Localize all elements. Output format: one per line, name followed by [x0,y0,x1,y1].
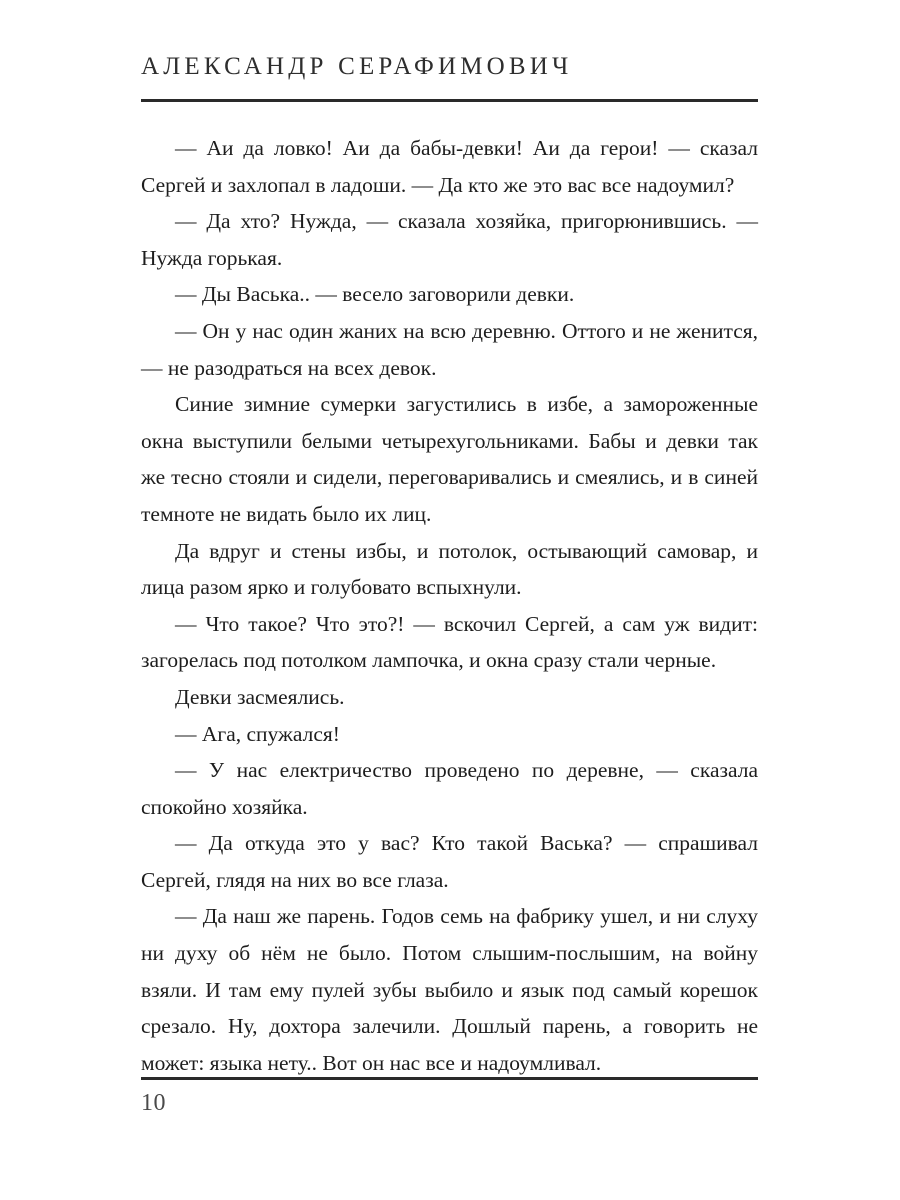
footer-rule [141,1077,758,1080]
running-head-title: АЛЕКСАНДР СЕРАФИМОВИЧ [141,53,573,80]
page-number: 10 [141,1090,166,1116]
paragraph: — Ды Васька.. — весело заговорили девки. [175,282,575,307]
paragraph: — Да хто? Нужда, — сказала хозяйка, пригорюнившись. — Нужда горькая. [141,209,758,270]
running-head [141,54,758,79]
header-rule [141,99,758,102]
paragraph: Да вдруг и стены избы, и потолок, остывающий самовар, и лица разом ярко и голубовато вспыхнули. [141,538,758,600]
paragraph: — Ага, спужался! [175,721,340,746]
paragraph: — У нас електричество проведено по деревне, — сказала спокойно хозяйка. [141,758,758,819]
body-text-block [141,130,758,1081]
paragraph: — Что такое? Что это?! — вскочил Сергей, а сам уж видит: загорелась под потолком лампочка, и окна сразу стали черные. [141,611,758,673]
paragraph: Девки засмеялись. [175,684,345,709]
paragraph: — Он у нас один жаних на всю деревню. Оттого и не женится, — не разодраться на всех девок. [141,318,758,380]
paragraph: — Да откуда это у вас? Кто такой Васька? — спрашивал Сергей, глядя на них во все глаза. [141,831,758,892]
paragraph: Синие зимние сумерки загустились в избе, а замороженные окна выступили белыми четырехугольниками. Бабы и девки так же тесно стояли и сидели, переговаривались и смеялись, и в синей темноте не видать было их лиц. [141,392,758,526]
paragraph: — Да наш же парень. Годов семь на фабрику ушел, и ни слуху ни духу об нём не было. Потом слышим-послышим, на войну взяли. И там ему пулей зубы выбило и язык под самый корешок срезало. Ну, дохтора залечили. Дошлый парень, а говорить не может: языка нету.. Вот он нас все и надоумливал. [141,904,758,1075]
paragraph: — Аи да ловко! Аи да бабы-девки! Аи да герои! — сказал Сергей и захлопал в ладоши. — Да кто же это вас все надоумил? [141,136,758,197]
